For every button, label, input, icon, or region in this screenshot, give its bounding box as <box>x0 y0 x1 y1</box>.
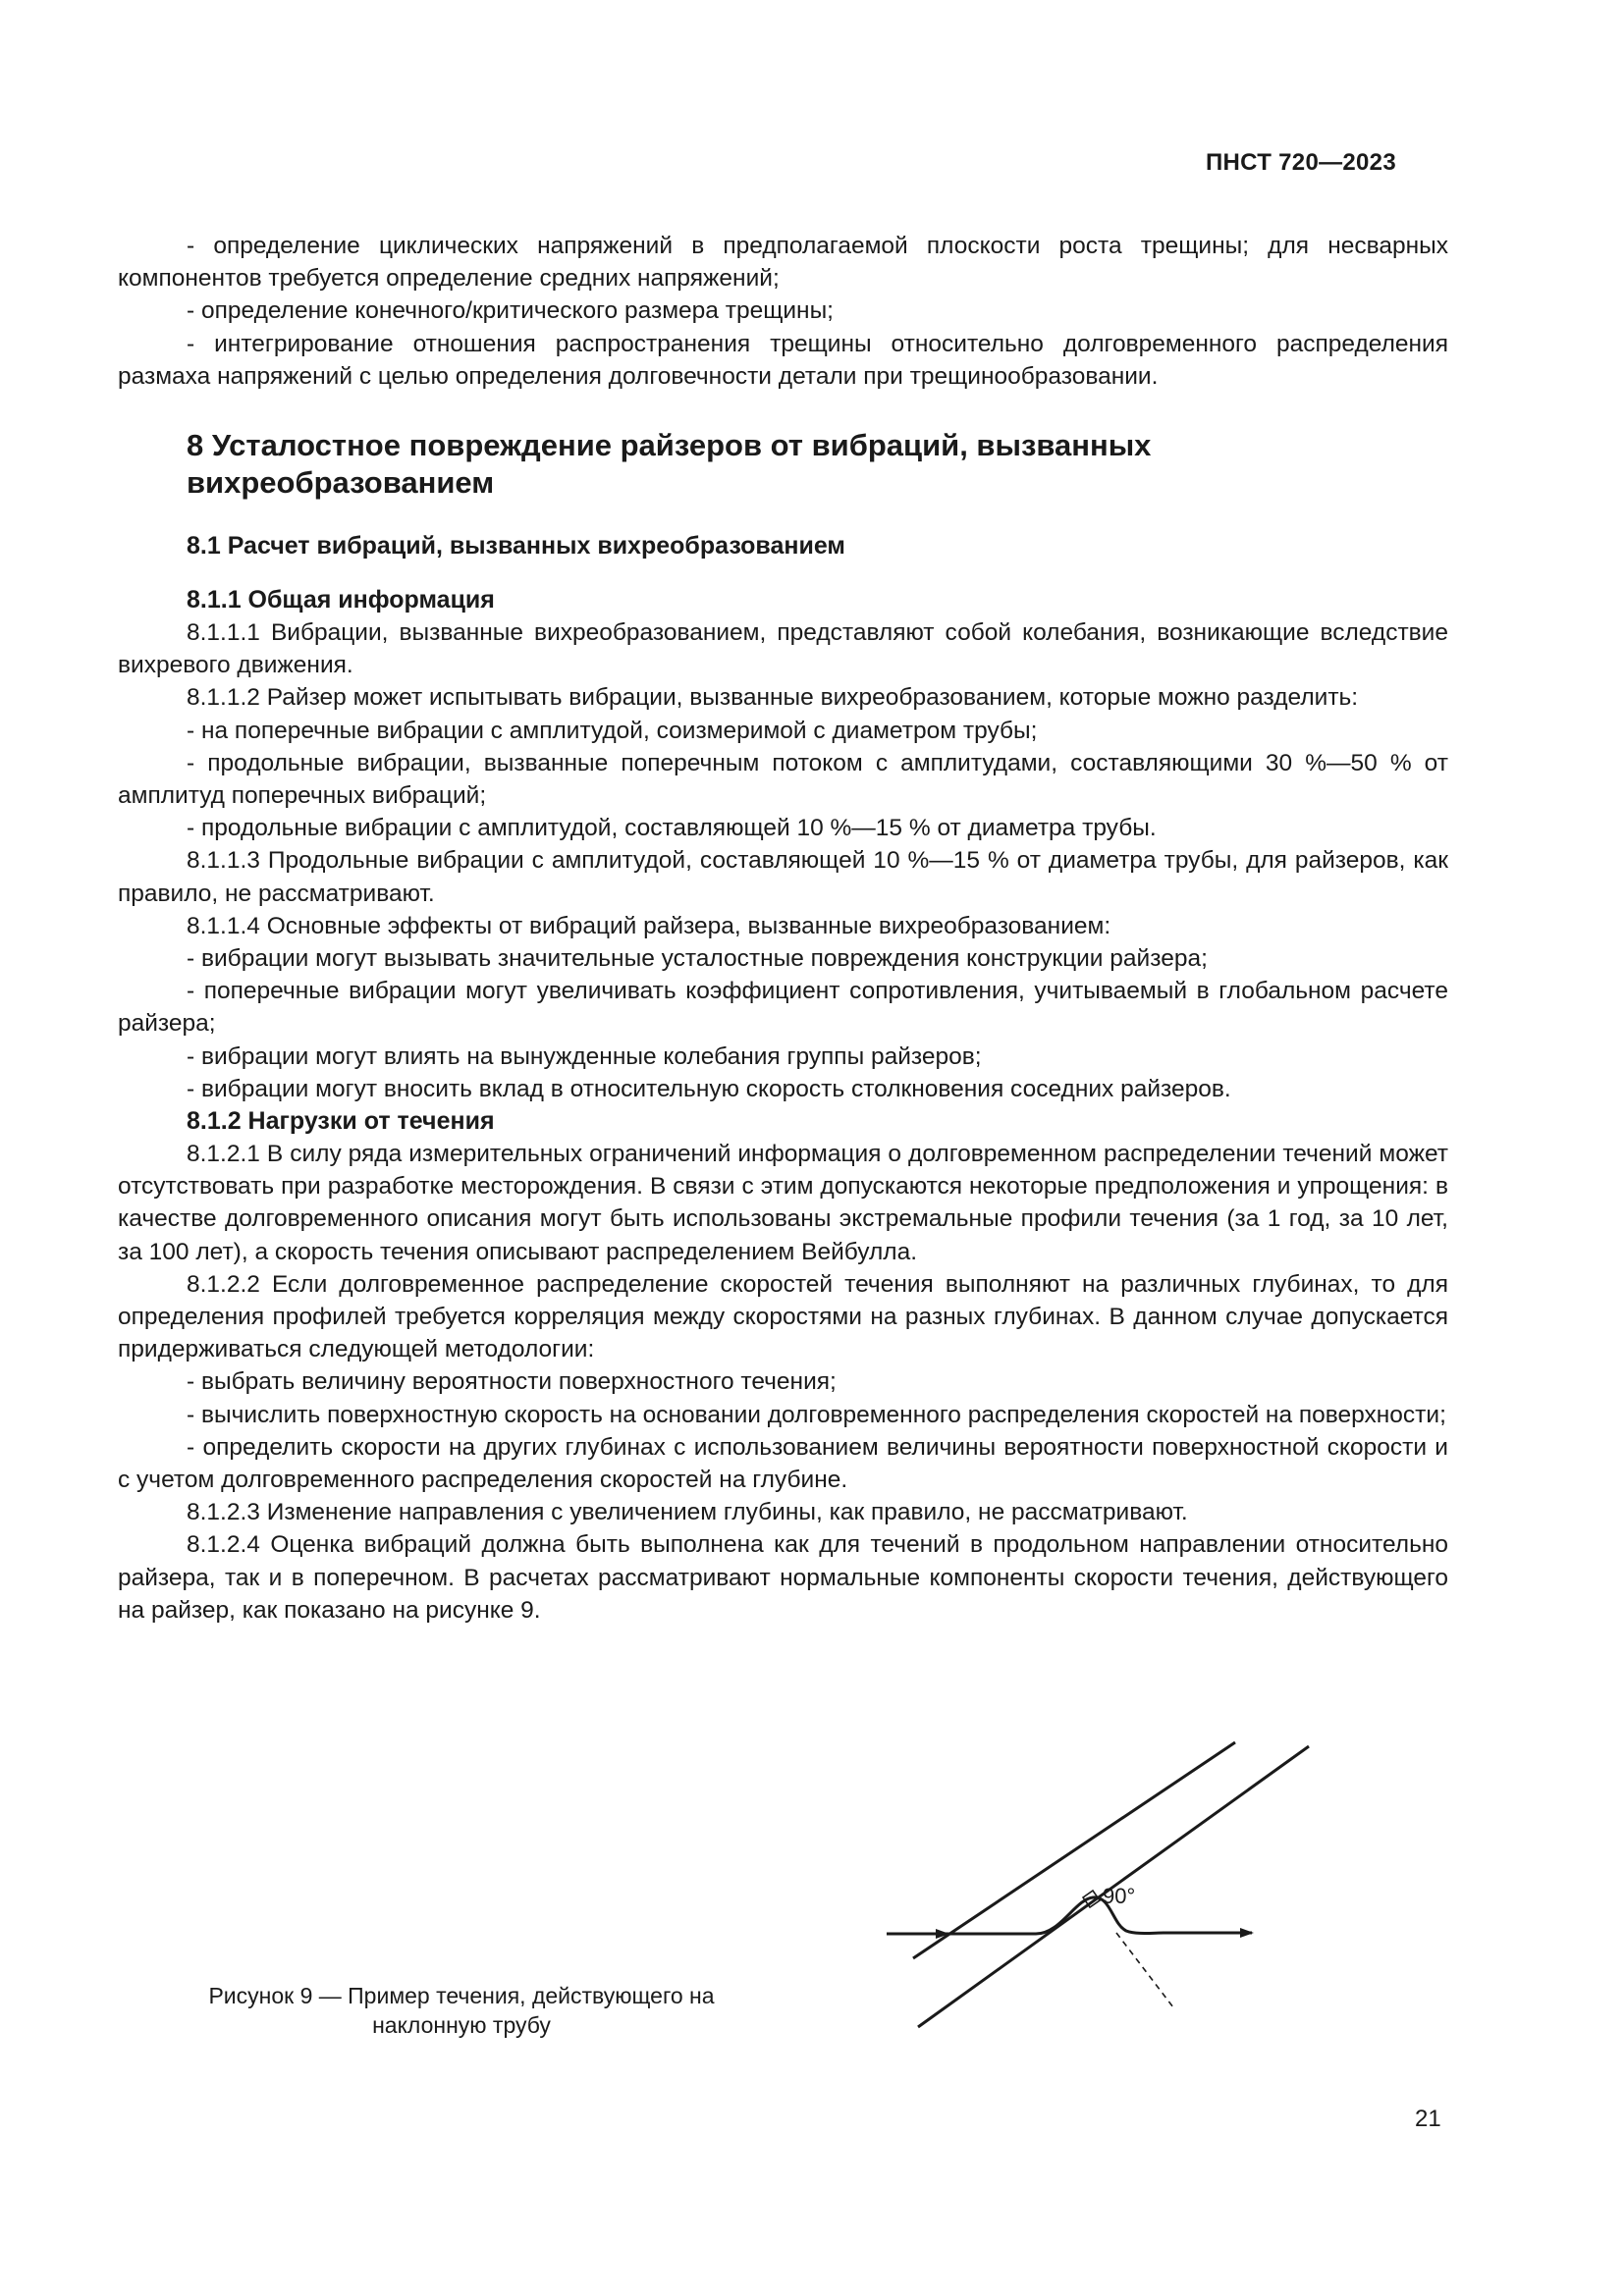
list-item: - на поперечные вибрации с амплитудой, соизмеримой с диаметром трубы; <box>187 717 1038 744</box>
section-8-body <box>118 530 1448 1627</box>
list-item: - вычислить поверхностную скорость на основании долговременного распределения скоростей на поверхности; <box>187 1401 1446 1428</box>
figure-9-caption: Рисунок 9 — Пример течения, действующего на наклонную трубу <box>208 1983 715 2038</box>
para-8-1-1-3: 8.1.1.3 Продольные вибрации с амплитудой, составляющей 10 %—15 % от диаметра трубы, для райзеров, как правило, не рассматривают. <box>118 847 1448 907</box>
list-item: - вибрации могут вызывать значительные усталостные повреждения конструкции райзера; <box>187 945 1208 973</box>
figure-9-inclined-pipe-diagram <box>879 1723 1321 2047</box>
intro-item-2: - определение конечного/критического размера трещины; <box>187 297 834 325</box>
list-item: - поперечные вибрации могут увеличивать коэффициент сопротивления, учитываемый в глобальном расчете райзера; <box>118 978 1448 1038</box>
subsection-8-1-2-heading: 8.1.2 Нагрузки от течения <box>187 1107 495 1136</box>
subsection-8-1-1-heading: 8.1.1 Общая информация <box>187 586 495 614</box>
page-number: 21 <box>1415 2106 1441 2132</box>
para-8-1-1-1: 8.1.1.1 Вибрации, вызванные вихреобразованием, представляют собой колебания, возникающие вследствие вихревого движения. <box>118 619 1448 679</box>
list-item: - вибрации могут влиять на вынужденные колебания группы райзеров; <box>187 1042 982 1070</box>
subsection-8-1-heading: 8.1 Расчет вибраций, вызванных вихреобразованием <box>187 532 845 560</box>
para-8-1-2-3: 8.1.2.3 Изменение направления с увеличением глубины, как правило, не рассматривают. <box>187 1499 1188 1526</box>
intro-list <box>118 230 1448 393</box>
list-item: - определить скорости на других глубинах с использованием величины вероятности поверхностной скорости и с учетом долговременного распределения скоростей на глубине. <box>118 1433 1448 1494</box>
section-8-title: 8 Усталостное повреждение райзеров от вибраций, вызванных вихреобразованием <box>187 428 1152 500</box>
pipe-upper-wall <box>913 1742 1235 1958</box>
intro-item-1: - определение циклических напряжений в предполагаемой плоскости роста трещины; для несварных компонентов требуется определение средних напряжений; <box>118 233 1448 293</box>
list-item: - вибрации могут вносить вклад в относительную скорость столкновения соседних райзеров. <box>187 1075 1231 1102</box>
angle-label: 90° <box>1103 1884 1136 1908</box>
para-8-1-2-2: 8.1.2.2 Если долговременное распределение скоростей течения выполняют на различных глубинах, то для определения профилей требуется корреляция между скоростями на разных глубинах. В данном случае допускается придерживаться следующей методологии: <box>118 1270 1448 1363</box>
document-code: ПНСТ 720—2023 <box>1206 149 1396 176</box>
para-8-1-1-4: 8.1.1.4 Основные эффекты от вибраций райзера, вызванные вихреобразованием: <box>187 912 1111 939</box>
list-item: - продольные вибрации, вызванные поперечным потоком с амплитудами, составляющими 30 %—50 % от амплитуд поперечных вибраций; <box>118 749 1448 810</box>
flow-path-arrow <box>947 1897 1252 1934</box>
list-item: - выбрать величину вероятности поверхностного течения; <box>187 1368 837 1396</box>
intro-item-3: - интегрирование отношения распространения трещины относительно долговременного распределения размаха напряжений с целью определения долговечности детали при трещинообразовании. <box>118 330 1448 390</box>
para-8-1-2-1: 8.1.2.1 В силу ряда измерительных ограничений информация о долговременном распределении течений может отсутствовать при разработке месторождения. В связи с этим допускаются некоторые предположения и упрощения: в качестве долговременного описания могут быть использованы экстремальные профили течения (за 1 год, за 10 лет, за 100 лет), а скорость течения описывают распределением Вейбулла. <box>118 1141 1448 1265</box>
normal-component-dashed-line <box>1116 1933 1173 2007</box>
para-8-1-1-2: 8.1.1.2 Райзер может испытывать вибрации, вызванные вихреобразованием, которые можно разделить: <box>187 684 1359 712</box>
list-item: - продольные вибрации с амплитудой, составляющей 10 %—15 % от диаметра трубы. <box>187 815 1157 842</box>
para-8-1-2-4: 8.1.2.4 Оценка вибраций должна быть выполнена как для течений в продольном направлении относительно райзера, так и в поперечном. В расчетах рассматривают нормальные компоненты скорости течения, действующего на райзер, как показано на рисунке 9. <box>118 1531 1448 1624</box>
